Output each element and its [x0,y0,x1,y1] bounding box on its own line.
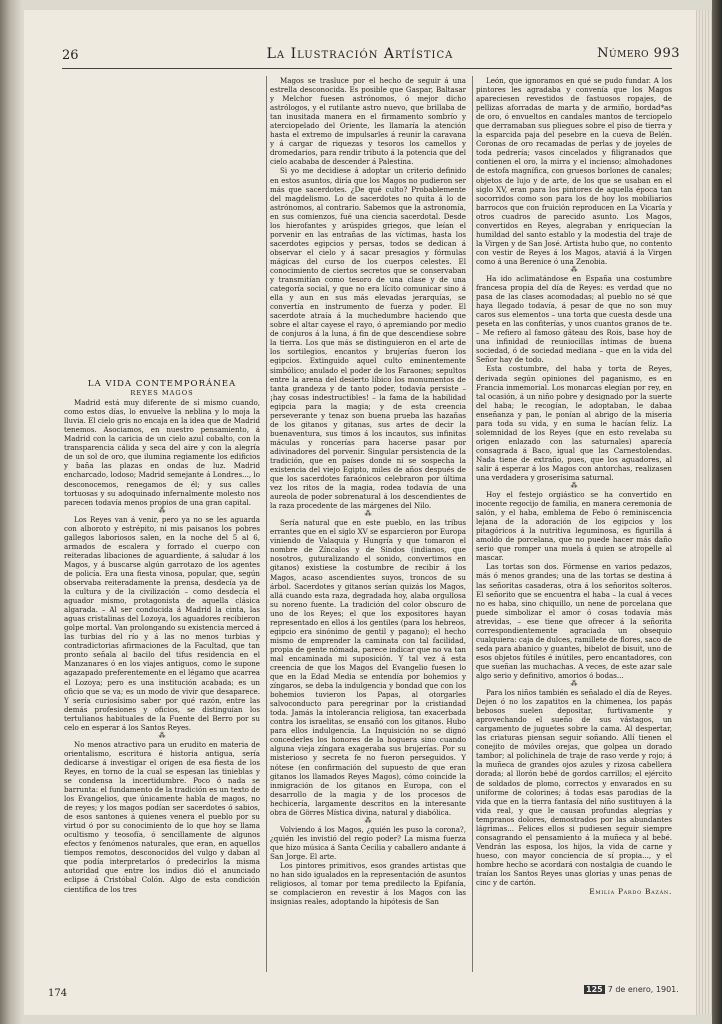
section-break-stars: ⁂ [158,506,166,515]
paragraph: Si yo me decidiese á adoptar un criterio definido en estos asuntos, diría que los Magos no pudieron ser más que sacerdotes. ¿De qué culto? Probablemente del magdelismo. Lo de sacerdotes no quita á lo de astrónomos, al contrario. Sabemos que la astronomía, en sus comienzos, fué una ciencia sacerdotal. Desde los hierofantes y arúspides griegos, que leían el porvenir en las entrañas de las víctimas, hasta los sacerdotes egipcios y persas, todos se dedican á observar el cielo y á sacar presagios y fórmulas mágicas del curso de los cuerpos celestes. El conocimiento de ciertos secretos que se conservaban y transmitían como tesoro de una clase y de una categoría social, y que no era lícito comunicar sino á ella y aun en sus más elevadas jerarquías, se convertía en instrumento de fuerza y poder. El sacerdote atraía á la muchedumbre haciendo que sobre el altar cayese el rayo, ó apremiando por medio de conjuros á la luna, á fin de que descendiese sobre la tierra. Los que más se distinguieron en el arte de los sortilegios, encantos y brujerías fueron los egipcios. Extinguido aquel culto eminentemente simbólico; anulado el poder de los Faraones; sepultos entre la arena del desierto líbico los monumentos de tanta grandeza y de tanto poder, todavía persiste – ¡hay cosas indestructibles! – la fama de la habilidad egipcia para la magia; y de esta creencia perseverante y tenaz son buena prueba las hazañas de los gitanos y gitanas, sus artes de decir la buenaventura, sus timos á los incautos, sus infinitas máculas y roncerías para hacerse pasar por adivinadores del porvenir. Singular persistencia de la tradición, que en países donde ni se sospecha la existencia del viejo Egipto, miles de años después de que los sacerdotes faraónicos celebraron por última vez los ritos de la magia, rodea todavía de una aureola de poder sobrenatural á los descendientes de la raza procedente de las márgenes del Nilo. [270,166,466,511]
author-signature: Emilia Pardo Bazán. [589,887,672,897]
paragraph: León, que ignoramos en qué se pudo fundar. A los pintores les agradaba y convenía que los Magos apareciesen revestidos de fastuosos ropajes, de pellizas aforradas de marta y de armiño, bordad*as de oro, ó envueltos en candales mantos de terciopelo que derramaban sus pliegues sobre el piso de tierra y la esparcida paja del pesebre en la cueva de Belén. Coronas de oro recamadas de perlas y de joyeles de toda pedrería; vasos cincelados y filigranados que contienen el oro, la mirra y el incienso; almohadones de estofa magnífica, con gruesos borlones de canales; objetos de lujo y de arte, de los que se usaban en el siglo XV, eran para los pintores de aquella época tan socorridos como son para los de hoy los mobiliarios barrocos que con fruición reproducen en La Vicaría y otros cuadros de parecido asunto. Los Magos, convertidos en Reyes, alegraban y enriquecían la humildad del santo establo y la modestia del traje de la Virgen y de San José. Artista hubo que, no contento con vestir de Reyes á los Magos, ataviá á la Virgen como á una Berenice ó una Zenobia. [476,76,672,266]
paragraph: Esta costumbre, del haba y torta de Reyes, derivada según opiniones del paganismo, es en Francia inmemorial. Los monarcas elegían por rey, en tal ocasión, á un niño pobre y designado por la suerte del haba; le recogían, le adoptaban, le dabaa enseñanza y pan, le ponían al abrigo de la miseria para toda su vida, y en suma le hacían feliz. La solemnidad de los Reyes (que en esto revelaba su origen enlazado con las saturnales) aparecía consagrada á Baco, igual que las Carnestolendas. Nada tiene de extraño, pues, que los aguadores, al salir á esperar á los Magos con antorchas, realizasen una verdadera y groserísima saturnal. [476,364,672,483]
page-edges [696,10,712,1015]
section-break-stars: ⁂ [364,816,372,825]
paragraph: Sería natural que en este pueblo, en las tribus errantes que en el siglo XV se esparcieron por Europa viniendo de Valaquia y Hungría y que tomaron el nombre de Zíncalos y de Sindos (indianos, que nosotros, guturalizando el sonido, convertimos en gitanos) existiese la costumbre de recibir á los Magos, acaso ascendientes suyos, troncos de su árbol. Sacerdotes y gitanos serían quizás los Magos, allá cuando esta raza, degradada hoy, alaba orgullosa su noreno fuente. La tradición del color obscuro de uno de los Reyes; el que los expositores hayan representado en ellos á los gentiles (para los hebreos, egipcio era sinónimo de gentil y pagano); el hecho mismo de emprender la caminata con tal facilidad, propia de gente nómada, parece indicar que no va tan mal encaminada mi suposición. Y tal vez á esta creencia de que los Magos del Evangelio fuesen lo que en la Edad Media se entendía por bohemios y zíngaros, se deba la indulgencia y bondad que con los bohemios tuvieron los Papas, al otorgarles salvoconducto para peregrinar por la cristiandad toda. Jamás la intolerancia religiosa, tan exacerbada contra los israelitas, se ensañó con los gitanos. Hubo para ellos indulgencia. La Inquisición no se dignó concederles los honores de la hoguera sino cuando alguna vieja zíngara exageraba sus brujerías. Por su misterioso y secreta fe no fueron perseguidos. Y nótese (en confirmación del supuesto de que eran gitanos los llamados Reyes Magos), cómo coincide la inmigración de los gitanos en Europa, con el desarrollo de la magia y de los procesos de hechicería, largamente descritos en la interesante obra de Görres Mística divina, natural y diabólica. [270,518,466,817]
paragraph: Hoy el festejo orgiástico se ha convertido en inocente regocijo de familia, en manera ceremonia de salón, y el haba, emblema de Febo ó reminiscencia lejana de la adoración de los egipcios y los pitagóricos á la nutritiva leguminosa, es figurilla á amoldo de porcelana, que no puede hacer más daño serio que romper una muela á quien se atropelle al mascar. [476,490,672,563]
column-divider [266,76,267,972]
publication-title: La Ilustración Artística [266,46,454,62]
column-3 [476,76,672,896]
column-1-blank [64,76,260,380]
paragraph: Los Reyes van á venir, pero ya no se les aguarda con alboroto y estrépito, ni mis paisanos los pobres gallegos laboriosos salen, en la noche del 5 al 6, armados de escalera y forrado el cuerpo con reiteradas libaciones de aguardiente, á saludar á los Magos, y á buscarse algún garrotazo de los agentes de policía. Era una fiesta vinosa, popular, que, según observaba reiteradamente la prensa, desdecía ya de la cultura y de la civilización – como desdecía el aguador mismo, protagonista de aquella clásica algarada. – Al ser conducida á Madrid la cinta, las aguas cristalinas del Lozoya, los aguadores recibieron golpe mortal. Van prolongando su existencia merced á las turbias del río y á las no menos turbias y contradictorias afirmaciones de la Facultad, que tan pronto señala al bacilo del tifus residencia en el Manzanares ó en los viajes antiguos, como le supone agazapado preferentemente en el légamo que acarrea el Lozoya; pero es una institución acabada; es un oficio que se va; es un modo de vivir que desaparece. Y sería curiosísimo saber por qué razón, entre las demás profesiones y oficios, se distinguían los tertulianos habituales de la Fuente del Berro por su celo en esperar á los Santos Reyes. [64,514,260,732]
section-break-stars: ⁂ [364,510,372,519]
archive-stamp [584,985,679,994]
issue-number: Número 993 [597,46,680,61]
section-title: LA VIDA CONTEMPORÁNEA [87,379,237,389]
stamp-date: 7 de enero, 1901. [607,985,679,994]
paragraph: Los pintores primitivos, esos grandes artistas que no han sido igualados en la representación de asuntos religiosos, al tomar por tema predilecto la Epifanía, se complacieron en revestir á los Magos con las insignias reales, adoptando la hipótesis de San [270,860,466,907]
binding-gutter [0,0,22,1024]
paragraph: Las tortas son dos. Fórmense en varios pedazos, más ó menos grandes; una de las tortas se destina á las señoritas casaderas, otra á los señoritos solteros. El señorito que se encuentra el haba – la cual á veces no es haba, sino chiquillo, un nene de porcelana que puede simbolizar el amor ó cosas todavía más atrevidas, – ese tiene que ofrecer á la señorita correspondientemente agraciada un obsequio cualquiera: caja de dulces, ramillete de flores, saco de seda para abanico y guantes, bibelot de bisuit, uno de esos objetos fútiles é inútiles, pero encantadores, con que sueñan las muchachas. A veces, de este azar sale algo serio y definitivo, amorios ó bodas... [476,562,672,680]
column-2 [270,76,466,906]
paragraph: Ha ido aclimatándose en España una costumbre francesa propia del día de Reyes: es verdad que no pasa de las clases acomodadas; al pueblo no sé que haya llegado todavía, á pesar de que no son muy caros sus elementos – una torta que cuesta desde una peseta en las confiterías, y unos cuantos granos de te. – Me refiero al famoso gâteau des Rois, base hoy de una infinidad de reuniocillas íntimas de buena sociedad, ó de sociedad mediana – que en la vida del Señor hay de todo. [476,273,672,365]
header-rule [62,68,672,69]
archive-page-number: 174 [48,988,68,999]
section-break-stars: ⁂ [570,482,578,491]
paragraph: Madrid está muy diferente de sí mismo cuando, como estos días, lo envuelve la neblina y lo moja la lluvia. El cielo gris no encaja en la idea que de Madrid tenemos. Asociamos, en nuestro pensamiento, á Madrid con la caricia de un cielo azul cobalto, con la transparencia cálida y seca del aire y con la alegría de un sol de oro, que ilumina regiamente los edificios y baña las plazas en ondas de luz. Madrid encharcado, lodoso; Madrid semejante á Londres..., lo desconocemos, renegamos de él; y sus calles tortuosas y su adoquinado infernalmente molesto nos parecen todavía menos propios de una gran capital. [64,398,260,507]
stamp-issue-box: 125 [586,985,603,994]
section-break-stars: ⁂ [570,680,578,689]
paragraph: No menos atractivo para un erudito en materia de orientalismo, escritura é historia antigua, sería dedicarse á investigar el origen de esa fiesta de los Reyes, en torno de la cual se espesan las tinieblas y se condensa la incertidumbre. Poco ó nada se barrunta: el fundamento de la tradición es un texto de los Evangelios, que únicamente habla de magos, no de reyes; y los magos podían ser sacerdotes ó sabios, de esos santones á quienes venera el pueblo por su virtud ó por su conocimiento de lo que hoy se llama ocultismo y teosofía, ó sencillamente de algunos efectos y fenómenos naturales, que eran, en aquellos tiempos remotos, desconocidos del vulgo y daban al que podía interpretarlos ó predecirlos la misma autoridad que entre los indios dió el anunciado eclipse á Cristóbal Colón. Algo de esta condición científica de los tres [64,739,260,894]
paragraph: Para los niños también es señalado el día de Reyes. Dejen ó no los zapatitos en la chimenea, los papás bebosos suelen depositar, furtivamente y aprovechando el sueño de sus vástagos, un cargamento de juguetes sobre la cama. Al despertar, las criaturas piensan seguir soñando. Allí tienen el conejito de móviles orejas, que golpea un dorado tambor; al polichinela de traje de raso verde y rojo; á la muñeca de grandes ojos azules y rizosa cabellera dorada; al llorón bebé de gordos carrillos; el ejército de soldados de plomo, correctos y envarados en su uniforme de colorines; á todas esas parodias de la vida que en la tierra fantasía del niño sustituyen á la vida real, y que le causan profundas alegrías y tempranos dolores, demostrados por las abundantes lágrimas... Felices ellos si pudiesen seguir siempre consagrando el pensamiento á la muñeca y al bebé. Vendrán las esposa, los hijos, la vida de carne y hueso, con mayor conciencia de sí propia..., y el hombre hecho se acordará con nostalgia de cuando le traían los Santos Reyes unas glorias y unas penas de cinc y de cartón. [476,688,672,888]
section-break-stars: ⁂ [570,265,578,274]
scan-edge [712,0,722,1024]
section-subtitle: REYES MAGOS [130,389,194,398]
column-divider [472,76,473,972]
page-number: 26 [62,48,79,63]
paragraph: Volviendo á los Magos, ¿quién les puso la corona?, ¿quién les invistió del regio poder? La misma fuerza que hizo música á Santa Cecilia y caballero andante á San Jorge. El arte. [270,824,466,861]
section-break-stars: ⁂ [158,731,166,740]
page-header [40,46,680,68]
column-1 [64,76,260,894]
paragraph: Magos se trasluce por el hecho de seguir á una estrella desconocida. Es posible que Gaspar, Baltasar y Melchor fuesen astrónomos, ó mejor dicho astrólogos, y el rutilante astro nuevo, que brillaba de tan inusitada manera en el firmamento sombrío y aterciopelado del Oriente, les llamaría la atención hasta el extremo de impulsarles á reunir la caravana y á cargar de riquezas y tesoros los camellos y dromedarios, para rendir tributo á la potencia que del cielo acababa de descender á Palestina. [270,76,466,167]
